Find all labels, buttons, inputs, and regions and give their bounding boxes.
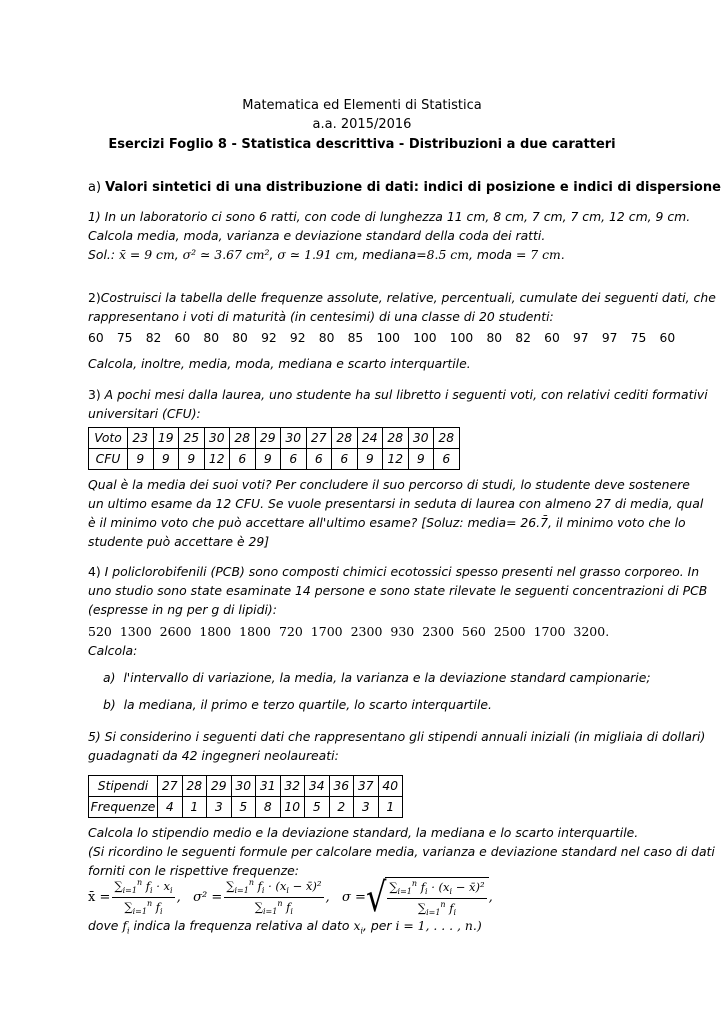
table-cell: 25 [179,428,205,449]
item-marker: b) [103,697,116,712]
data-value: 60 [88,331,104,345]
table-cell: 24 [357,428,383,449]
table-row [89,428,460,449]
table-cell: 29 [207,776,232,797]
table-cell: 3 [207,797,232,818]
data-value: 92 [261,331,277,345]
table-cell: 30 [204,428,230,449]
ex3-q1: Qual è la media dei suoi voti? Per concludere il suo percorso di studi, lo studente deve sostenere [88,477,690,492]
table-cell: 6 [281,449,307,470]
formula-block: x̄ = $\frac{\sum_{i=1}^n f_i \cdot x_i}{\sum_{i=1}^n f_i}$ , σ² = $\frac{\sum_{i=1}^n f_i \cdot (x_i - x̄)^2}{\sum_{i=1}^n f_i}$ , σ = √ $\frac{\sum_{i=1}^n f_i \cdot (x_i - x̄)^2}{\sum_{i=1}^n f_i}$ , [88,873,493,921]
ex4-values: 520 1300 2600 1800 1800 720 1700 2300 930 2300 560 2500 1700 3200. [88,624,610,639]
ex4-prefix: 4) [88,564,105,579]
table-cell: 12 [204,449,230,470]
table-cell: 6 [306,449,332,470]
data-value: 82 [515,331,531,345]
ex2-text1: Costruisci la tabella delle frequenze assolute, relative, percentuali, cumulate dei seguenti dati, che [100,290,716,305]
table-cell: 28 [383,428,409,449]
row-header: Voto [89,428,128,449]
ex4-line3: (espresse in ng per g di lipidi): [88,602,277,617]
data-value: 80 [232,331,248,345]
ex4-line1 [88,562,699,581]
ex5-q1: Calcola lo stipendio medio e la deviazione standard, la mediana e lo scarto interquartile. [88,825,639,840]
ex1-solution: Sol.: x̄ = 9 cm, σ² ≃ 3.67 cm², σ ≃ 1.91 cm, mediana=8.5 cm, moda = 7 cm. [88,247,565,262]
table-cell: 9 [408,449,434,470]
course-title: Matematica ed Elementi di Statistica [242,98,482,113]
table-cell: 1 [378,797,403,818]
table-cell: 32 [280,776,305,797]
sol-mode: = 7 cm. [515,247,565,262]
table-cell: 28 [230,428,256,449]
ex5-line2: guadagnati da 42 ingegneri neolaureati: [88,748,339,763]
sheet-title: Esercizi Foglio 8 - Statistica descrittiva - Distribuzioni a due caratteri [108,137,616,152]
ex1-line1: 1) In un laboratorio ci sono 6 ratti, con code di lunghezza 11 cm, 8 cm, 7 cm, 7 cm, 12 cm, 9 cm. [88,209,691,224]
table-cell: 10 [280,797,305,818]
data-value: 92 [289,331,306,345]
last-a: dove [88,918,119,933]
ex5-line1: 5) Si considerino i seguenti dati che rappresentano gli stipendi annuali iniziali (in migliaia di dollari) [88,729,706,744]
table-cell: 27 [158,776,183,797]
last-c: , per [363,918,392,933]
ex4-line2: uno studio sono state esaminate 14 persone e sono state rilevate le seguenti concentrazioni di PCB [88,583,708,598]
table-cell: 31 [256,776,281,797]
table-row [89,797,403,818]
last-d: i = 1, . . . , n.) [395,918,482,933]
table-cell: 9 [357,449,383,470]
sol-mean: x̄ = 9 cm [118,247,175,262]
table-cell: 8 [256,797,281,818]
table-cell: 23 [128,428,154,449]
table-cell: 29 [255,428,281,449]
table-cell: 27 [306,428,332,449]
last-b: indica la frequenza relativa al dato [133,918,350,933]
table-cell: 9 [179,449,205,470]
ex3-prefix: 3) [88,387,105,402]
table-row [89,449,460,470]
data-value: 60 [174,331,191,345]
table-cell: 34 [305,776,330,797]
data-value: 100 [413,331,437,345]
data-value: 82 [145,331,162,345]
data-value: 75 [116,331,133,345]
table-cell: 40 [378,776,403,797]
data-value: 80 [486,331,503,345]
table-cell: 30 [408,428,434,449]
section-heading [88,180,721,195]
ex4-text1: I policlorobifenili (PCB) sono composti chimici ecotossici spesso presenti nel grasso corporeo. In [104,564,700,579]
table-cell: 6 [434,449,460,470]
ex4-item-a [103,668,651,687]
ex2-values [88,331,688,345]
ex1-line2: Calcola media, moda, varianza e deviazione standard della coda dei ratti. [88,228,546,243]
table-cell: 9 [255,449,281,470]
ex5-table [88,775,403,818]
item-text: la mediana, il primo e terzo quartile, lo scarto interquartile. [123,697,492,712]
mean-formula: $\frac{\sum_{i=1}^n f_i \cdot x_i}{\sum_{i=1}^n f_i}$ [114,878,173,916]
section-title: Valori sintetici di una distribuzione di dati: indici di posizione e indici di dispersione [105,180,721,195]
ex2-prefix: 2) [88,290,101,305]
ex3-q3: è il minimo voto che può accettare all'ultimo esame? [Soluz: media= 26.7̄, il minimo voto che lo [88,515,686,530]
ex2-line2: rappresentano i voti di maturità (in centesimi) di una classe di 20 studenti: [88,309,554,324]
ex2-after: Calcola, inoltre, media, moda, mediana e scarto interquartile. [88,356,471,371]
table-cell: 12 [383,449,409,470]
academic-year: a.a. 2015/2016 [312,117,412,132]
row-header: Frequenze [89,797,158,818]
variance-formula: $\frac{\sum_{i=1}^n f_i \cdot (x_i - x̄)^2}{\sum_{i=1}^n f_i}$ [226,878,322,916]
row-header: Stipendi [89,776,158,797]
table-cell: 9 [128,449,154,470]
table-cell: 6 [332,449,358,470]
sol-median: 8.5 cm [426,247,469,262]
table-cell: 19 [153,428,179,449]
table-row [89,776,403,797]
ex3-q4: studente può accettare è 29] [88,534,270,549]
table-cell: 4 [158,797,183,818]
ex4-calcola: Calcola: [88,643,138,658]
table-cell: 28 [182,776,207,797]
ex3-line1 [88,385,708,404]
data-value: 60 [544,331,560,345]
sol-variance: σ² ≃ 3.67 cm² [182,247,270,262]
item-text: l'intervallo di variazione, la media, la varianza e la deviazione standard campionarie; [123,670,651,685]
ex5-last-line: dove $f_i$ indica la frequenza relativa al dato $x_i$, per i = 1, . . . , n.) [88,918,482,936]
sol-median-label: mediana= [362,247,427,262]
table-cell: 2 [329,797,354,818]
sol-label: Sol.: [88,247,116,262]
table-cell: 5 [231,797,256,818]
table-cell: 30 [281,428,307,449]
table-cell: 9 [153,449,179,470]
ex3-text1: A pochi mesi dalla laurea, uno studente ha sul libretto i seguenti voti, con relativi cediti formativi [104,387,708,402]
ex2-line1 [88,288,716,307]
table-cell: 3 [354,797,379,818]
data-value: 60 [659,331,676,345]
ex5-q2: (Si ricordino le seguenti formule per calcolare media, varianza e deviazione standard nel caso di dati [88,844,715,859]
table-cell: 5 [305,797,330,818]
data-value: 80 [318,331,335,345]
data-value: 75 [630,331,647,345]
table-cell: 36 [329,776,354,797]
ex3-line2: universitari (CFU): [88,406,201,421]
ex3-q2: un ultimo esame da 12 CFU. Se vuole presentarsi in seduta di laurea con almeno 27 di media, qual [88,496,704,511]
row-header: CFU [89,449,128,470]
data-value: 80 [203,331,220,345]
data-value: 97 [601,331,618,345]
item-marker: a) [103,670,116,685]
table-cell: 37 [354,776,379,797]
data-value: 97 [572,331,589,345]
table-cell: 1 [182,797,207,818]
table-cell: 28 [332,428,358,449]
ex4-item-b [103,695,492,714]
table-cell: 30 [231,776,256,797]
sd-formula: √ $\frac{\sum_{i=1}^n f_i \cdot (x_i - x̄)^2}{\sum_{i=1}^n f_i}$ [366,877,489,916]
data-value: 100 [449,331,474,345]
sol-mode-label: moda [476,247,512,262]
ex3-table [88,427,460,470]
data-value: 85 [347,331,364,345]
ex5-q3: forniti con le rispettive frequenze: [88,863,299,878]
data-value: 100 [376,331,400,345]
section-prefix: a) [88,180,106,195]
table-cell: 6 [230,449,256,470]
table-cell: 28 [434,428,460,449]
sol-sd: σ ≃ 1.91 cm [277,247,355,262]
